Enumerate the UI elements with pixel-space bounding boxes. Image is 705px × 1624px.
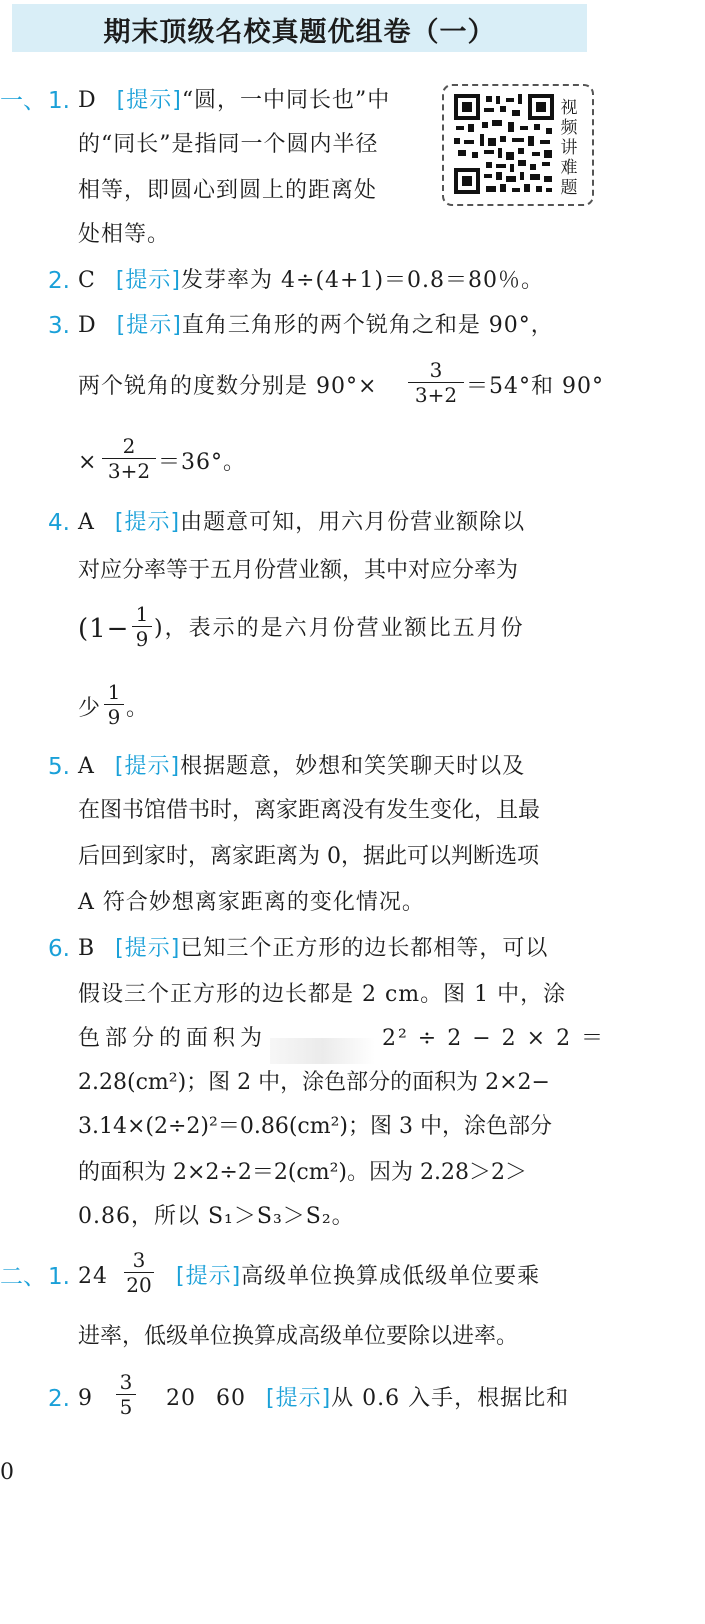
- fraction: [132, 602, 152, 651]
- qr-code-icon[interactable]: [452, 92, 556, 196]
- question-number: 3.: [48, 313, 70, 339]
- answer-choice: D: [78, 88, 97, 113]
- answer-text: 已知三个正方形的边长都相等，可以: [180, 936, 549, 961]
- page-title: 期末顶级名校真题优组卷（一）: [103, 17, 496, 48]
- fraction: [104, 680, 124, 729]
- answer-choice: D: [78, 313, 97, 338]
- fraction-numerator: 3: [132, 1248, 146, 1272]
- answer-text: “圆，一中同长也”中: [181, 88, 391, 113]
- qr-caption-char: 视: [560, 98, 578, 118]
- qr-caption: [558, 98, 580, 198]
- answer-line: ×: [78, 450, 98, 475]
- page-fragment: 0: [0, 1460, 14, 1485]
- hint-label: [提示]: [115, 268, 182, 293]
- fraction: [408, 358, 464, 407]
- answer-line: [78, 934, 548, 964]
- fraction-numerator: 3: [429, 358, 443, 382]
- fraction: [102, 434, 156, 483]
- answer-line: )，表示的是六月份营业额比五月份: [154, 616, 525, 641]
- fraction-denominator: 9: [132, 626, 152, 651]
- fraction-denominator: 3+2: [102, 458, 156, 483]
- question-number: 2.: [48, 1386, 70, 1412]
- hint-label: [提示]: [114, 754, 181, 779]
- answer-choice: B: [78, 936, 96, 961]
- qr-caption-char: 题: [560, 178, 578, 198]
- hint-label: [提示]: [116, 313, 182, 338]
- answer-line: 24: [78, 1264, 108, 1289]
- fraction-denominator: 3+2: [408, 382, 464, 407]
- fraction: [124, 1248, 154, 1297]
- answer-line: 后回到家时，离家距离为 0，据此可以判断选项: [78, 844, 539, 869]
- answer-line: 少: [78, 696, 102, 721]
- answer-text: 根据题意，妙想和笑笑聊天时以及: [180, 754, 526, 779]
- answer-line: [78, 752, 525, 782]
- answer-line: 。: [126, 696, 150, 721]
- answer-line: 的“同长”是指同一个圆内半径: [78, 132, 379, 157]
- answer-line: 3.14×(2÷2)²＝0.86(cm²)；图 3 中，涂色部分: [78, 1114, 552, 1139]
- question-number: 6.: [48, 936, 70, 962]
- answer-line: 相等，即圆心到圆上的距离处: [78, 178, 378, 203]
- fraction-numerator: 1: [107, 680, 121, 704]
- fraction-numerator: 1: [135, 602, 149, 626]
- answer-line: 在图书馆借书时，离家距离没有发生变化，且最: [78, 798, 541, 823]
- hint-label: [提示]: [266, 1386, 332, 1411]
- hint-label: [提示]: [115, 936, 181, 961]
- answer-line: 色部分的面积为: [78, 1026, 268, 1051]
- answer-line: [266, 1384, 569, 1414]
- answer-line: 对应分率等于五月份营业额，其中对应分率为: [78, 558, 519, 583]
- fraction-denominator: 20: [124, 1272, 154, 1297]
- answer-line: ＝36°。: [158, 450, 246, 475]
- page-header: [12, 4, 587, 52]
- answer-choice: A: [78, 754, 95, 779]
- section-2-label: 二、: [0, 1264, 46, 1290]
- answer-line: A 符合妙想离家距离的变化情况。: [78, 890, 425, 915]
- answer-line: 60: [216, 1386, 246, 1411]
- answer-line: 2.28(cm²)；图 2 中，涂色部分的面积为 2×2−: [78, 1070, 550, 1095]
- fraction-denominator: 9: [104, 704, 124, 729]
- answer-choice: A: [78, 510, 95, 535]
- hint-label: [提示]: [114, 510, 181, 535]
- answer-line: [78, 86, 390, 116]
- answer-text: 从 0.6 入手，根据比和: [331, 1386, 570, 1411]
- section-1-label: 一、: [0, 88, 46, 114]
- answer-text: 由题意可知，用六月份营业额除以: [180, 510, 526, 535]
- answer-text: 发芽率为 4÷(4+1)＝0.8＝80％。: [181, 268, 545, 293]
- answer-line: 的面积为 2×2÷2＝2(cm²)。因为 2.28＞2＞: [78, 1160, 527, 1185]
- hint-label: [提示]: [176, 1264, 242, 1289]
- blurred-region: [270, 1038, 375, 1064]
- answer-line: [78, 311, 554, 341]
- question-number: 5.: [48, 754, 70, 780]
- answer-line: (1−: [78, 614, 130, 644]
- answer-line: 20: [166, 1386, 196, 1411]
- fraction-numerator: 2: [122, 434, 136, 458]
- answer-line: 进率，低级单位换算成高级单位要除以进率。: [78, 1324, 519, 1349]
- question-number: 4.: [48, 510, 70, 536]
- answer-line: [78, 508, 525, 538]
- question-number: 2.: [48, 268, 70, 294]
- question-number: 1.: [48, 1264, 70, 1290]
- answer-line: [176, 1262, 540, 1292]
- answer-line: 假设三个正方形的边长都是 2 cm。图 1 中，涂: [78, 982, 567, 1007]
- qr-caption-char: 频: [560, 118, 578, 138]
- answer-text: 直角三角形的两个锐角之和是 90°，: [181, 313, 554, 338]
- answer-text: 高级单位换算成低级单位要乘: [241, 1264, 541, 1289]
- answer-line: 9: [78, 1386, 93, 1411]
- answer-line: 0.86，所以 S₁＞S₃＞S₂。: [78, 1204, 355, 1229]
- qr-caption-char: 难: [560, 158, 578, 178]
- fraction-numerator: 3: [119, 1370, 133, 1394]
- qr-caption-char: 讲: [560, 138, 578, 158]
- fraction: [116, 1370, 136, 1419]
- answer-line: 2² ÷ 2 − 2 × 2 ＝: [382, 1026, 606, 1051]
- question-number: 1.: [48, 88, 70, 114]
- hint-label: [提示]: [116, 88, 182, 113]
- answer-choice: C: [78, 268, 96, 293]
- answer-line: ＝54°和 90°: [466, 374, 604, 399]
- fraction-denominator: 5: [116, 1394, 136, 1419]
- answer-line: [78, 266, 544, 296]
- answer-line: 处相等。: [78, 222, 171, 247]
- answer-line: 两个锐角的度数分别是 90°×: [78, 374, 378, 399]
